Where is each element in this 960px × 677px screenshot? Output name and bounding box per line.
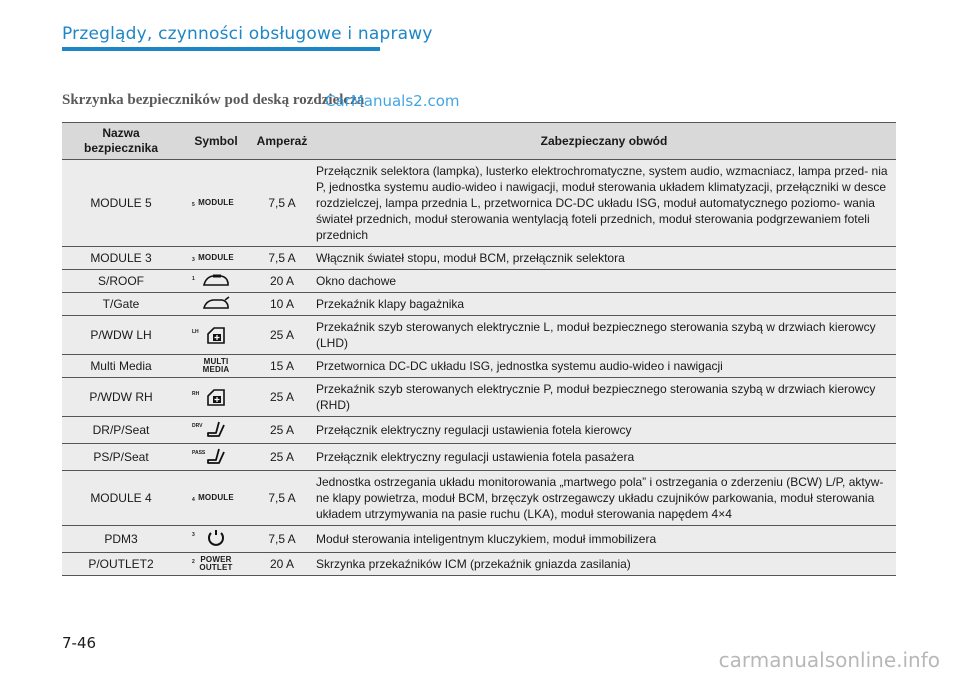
table-row [62,355,896,378]
fuse-name-cell: MODULE 4 [62,471,180,526]
symbol-cell [180,316,252,355]
symbol-cell [180,471,252,526]
symbol-cell [180,417,252,444]
amperage-cell: 25 A [252,378,312,417]
fuse-name-cell: T/Gate [62,293,180,316]
chapter-title: Przeglądy, czynności obsługowe i naprawy [62,24,433,44]
symbol-label: POWER OUTLET [199,555,233,572]
amperage-cell: 7,5 A [252,160,312,247]
protected-circuit-cell: Skrzynka przekaźników ICM (przekaźnik gniazda zasilania) [312,553,896,576]
symbol-superscript: 2 [192,559,195,565]
table-row [62,378,896,417]
fuse-name-cell: DR/P/Seat [62,417,180,444]
table-row [62,417,896,444]
table-row [62,444,896,471]
protected-circuit-cell: Przekaźnik szyb sterowanych elektrycznie P, moduł bezpiecznego sterowania szybą w drzwiach kierowcy (RHD) [312,378,896,417]
protected-circuit-cell: Jednostka ostrzegania układu monitorowania „martwego pola” i ostrzegania o zderzeniu (BCW) L/P, aktyw- ne klapy powietrza, moduł BCM, brzęczyk ostrzegawczy układu czujników parkowania, moduł sterowania układem utrzymywania na pasie ruchu (LKA), moduł sterowania napędem 4×4 [312,471,896,526]
symbol-cell [180,247,252,270]
fuse-name-cell: P/OUTLET2 [62,553,180,576]
fuse-name-cell: MODULE 5 [62,160,180,247]
amperage-cell: 10 A [252,293,312,316]
symbol-label: MODULE [198,198,234,207]
fuse-name-cell: MODULE 3 [62,247,180,270]
header-fuse-name: Nazwa bezpiecznika [62,123,180,160]
amperage-cell: 25 A [252,417,312,444]
section-title: Skrzynka bezpieczników pod deską rozdzielczą [62,92,365,108]
multimedia-icon [184,358,248,374]
table-row [62,316,896,355]
amperage-cell: 15 A [252,355,312,378]
table-row [62,526,896,553]
watermark-bottom[interactable]: carmanualsonline.info [718,648,940,672]
protected-circuit-cell: Przekaźnik klapy bagażnika [312,293,896,316]
table-row [62,471,896,526]
fuse-name-cell: S/ROOF [62,270,180,293]
symbol-label: MULTI MEDIA [202,357,230,374]
module-icon [184,254,248,262]
table-row [62,160,896,247]
symbol-superscript: 4 [192,497,195,503]
protected-circuit-cell: Przełącznik elektryczny regulacji ustawienia fotela kierowcy [312,417,896,444]
seat-icon [184,447,248,467]
amperage-cell: 7,5 A [252,471,312,526]
symbol-superscript: 3 [192,257,195,263]
symbol-cell [180,293,252,316]
symbol-label: MODULE [198,493,234,502]
symbol-cell [180,160,252,247]
table-row [62,553,896,576]
header-symbol: Symbol [180,123,252,160]
protected-circuit-cell: Przetwornica DC-DC układu ISG, jednostka systemu audio-wideo i nawigacji [312,355,896,378]
protected-circuit-cell: Przełącznik elektryczny regulacji ustawienia fotela pasażera [312,444,896,471]
fuse-table-container [62,122,896,576]
symbol-cell [180,270,252,293]
protected-circuit-cell: Przełącznik selektora (lampka), lusterko elektrochromatyczne, system audio, wzmacniacz, lampa przed- nia P, jednostka systemu audio-wideo i nawigacji, moduł sterowania układem klimatyzacji, przełączniki w desce rozdzielczej, lampa przednia L, przetwornica DC-DC układu ISG, moduł automatycznego poziomo- wania świateł przednich, moduł sterowania wentylacją foteli przednich, moduł sterowania podgrzewaniem foteli przednich [312,160,896,247]
module-icon [184,494,248,502]
amperage-cell: 7,5 A [252,247,312,270]
symbol-cell [180,378,252,417]
symbol-cell [180,355,252,378]
pdm-icon [184,529,248,549]
amperage-cell: 20 A [252,270,312,293]
power-outlet-icon [184,556,248,572]
sunroof-icon [184,273,248,289]
symbol-superscript: 3 [192,532,195,538]
amperage-cell: 7,5 A [252,526,312,553]
protected-circuit-cell: Moduł sterowania inteligentnym kluczykiem, moduł immobilizera [312,526,896,553]
tailgate-icon [184,296,248,312]
table-header-row [62,123,896,160]
power-window-icon [184,388,248,406]
header-amperage: Amperaż [252,123,312,160]
symbol-label: MODULE [198,253,234,262]
page-number: 7-46 [62,634,97,652]
protected-circuit-cell: Przekaźnik szyb sterowanych elektrycznie L, moduł bezpiecznego sterowania szybą w drzwiach kierowcy (LHD) [312,316,896,355]
fuse-name-cell: PDM3 [62,526,180,553]
watermark-top[interactable]: CarManuals2.com [325,92,460,110]
amperage-cell: 25 A [252,444,312,471]
power-window-icon [184,326,248,344]
fuse-table [62,122,896,576]
fuse-name-cell: PS/P/Seat [62,444,180,471]
amperage-cell: 20 A [252,553,312,576]
symbol-superscript: PASS [192,450,206,456]
protected-circuit-cell: Włącznik świateł stopu, moduł BCM, przełącznik selektora [312,247,896,270]
module-icon [184,199,248,207]
symbol-superscript: DRV [192,423,203,429]
amperage-cell: 25 A [252,316,312,355]
protected-circuit-cell: Okno dachowe [312,270,896,293]
fuse-name-cell: P/WDW RH [62,378,180,417]
table-row [62,270,896,293]
table-row [62,247,896,270]
symbol-superscript: RH [192,391,200,397]
chapter-title-underline [62,47,380,51]
symbol-superscript: LH [192,329,199,335]
seat-icon [184,420,248,440]
fuse-table-body [62,160,896,576]
symbol-cell [180,553,252,576]
symbol-superscript: 5 [192,202,195,208]
symbol-superscript: 1 [192,276,195,282]
symbol-cell [180,444,252,471]
header-protected-circuit: Zabezpieczany obwód [312,123,896,160]
fuse-name-cell: Multi Media [62,355,180,378]
table-row [62,293,896,316]
fuse-name-cell: P/WDW LH [62,316,180,355]
symbol-cell [180,526,252,553]
